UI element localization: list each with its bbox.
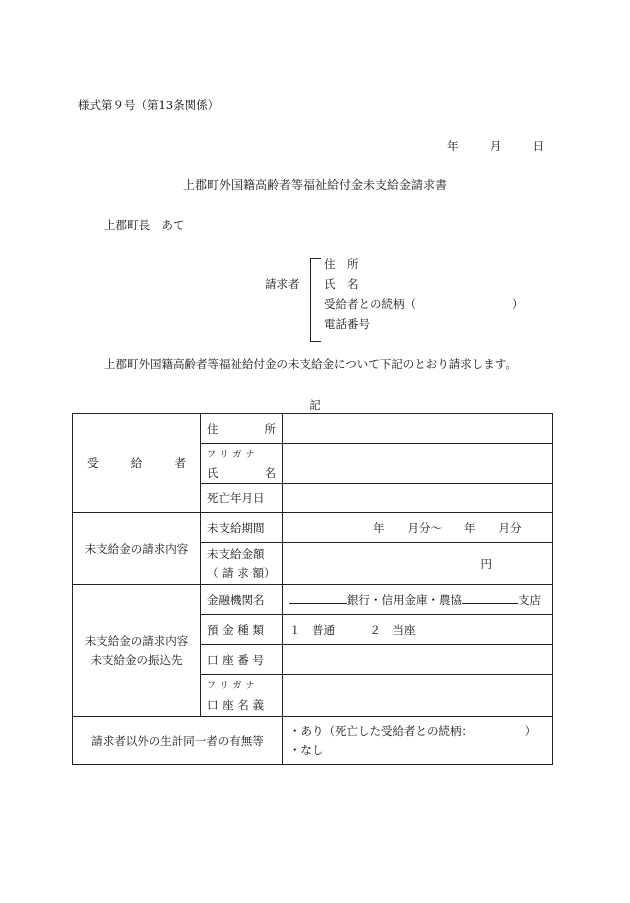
- claimant-relation-label: [324, 296, 524, 312]
- amount-field[interactable]: 円: [283, 543, 553, 585]
- recipient-category: 受 給 者: [73, 414, 201, 513]
- amount-label: 未支給金額 （ 請 求 額）: [201, 543, 283, 585]
- relation-close: ）: [512, 297, 524, 311]
- claimant-address-label: 住 所: [324, 257, 359, 271]
- recipient-address-field[interactable]: [283, 414, 553, 444]
- ki-heading: 記: [309, 398, 321, 412]
- claimant-bracket: [310, 258, 321, 342]
- household-option-no: ・なし: [289, 742, 324, 757]
- date-month: 月: [489, 139, 502, 153]
- household-options[interactable]: [283, 717, 553, 765]
- claimant-phone-label: 電話番号: [324, 317, 370, 331]
- date-day: 日: [532, 139, 545, 153]
- period-label: 未支給期間: [201, 513, 283, 543]
- household-category: 請求者以外の生計同一者の有無等: [73, 717, 283, 765]
- institution-label: 金融機関名: [201, 585, 283, 615]
- claim-table: [72, 413, 553, 765]
- relation-open: 受給者との続柄（: [324, 297, 416, 311]
- recipient-name-field[interactable]: [283, 444, 553, 484]
- intro-text: 上郡町外国籍高齢者等福祉給付金の未支給金について下記のとおり請求します。: [104, 357, 517, 371]
- date-year: 年: [447, 139, 459, 153]
- household-option-yes: ・あり（死亡した受給者との続柄： ）: [289, 723, 537, 738]
- account-holder-label: フリガナ 口 座 名 義: [201, 675, 283, 717]
- addressee: 上郡町長 あて: [104, 218, 185, 232]
- account-holder-field[interactable]: [283, 675, 553, 717]
- claimant-name-label: 氏 名: [324, 277, 359, 291]
- death-date-field[interactable]: [283, 484, 553, 513]
- claimant-label: 請求者: [265, 277, 300, 291]
- account-number-label: 口 座 番 号: [201, 645, 283, 675]
- recipient-address-label: 住 所: [201, 414, 283, 444]
- form-number: 様式第９号（第13条関係）: [78, 98, 220, 112]
- institution-field[interactable]: 銀行・信用金庫・農協 支店: [283, 585, 553, 615]
- deposit-type-options[interactable]: １ 普通 ２ 当座: [283, 615, 553, 645]
- bank-category: 未支給金の請求内容 未支給金の振込先: [73, 585, 201, 717]
- period-field[interactable]: 年 月分〜 年 月分: [283, 513, 553, 543]
- deposit-type-label: 預 金 種 類: [201, 615, 283, 645]
- death-date-label: 死亡年月日: [201, 484, 283, 513]
- account-number-field[interactable]: [283, 645, 553, 675]
- date-line: [447, 138, 544, 154]
- document-title: 上郡町外国籍高齢者等福祉給付金未支給金請求書: [182, 178, 447, 192]
- recipient-name-label: フリガナ 氏 名: [201, 444, 283, 484]
- claim-category: 未支給金の請求内容: [73, 513, 201, 585]
